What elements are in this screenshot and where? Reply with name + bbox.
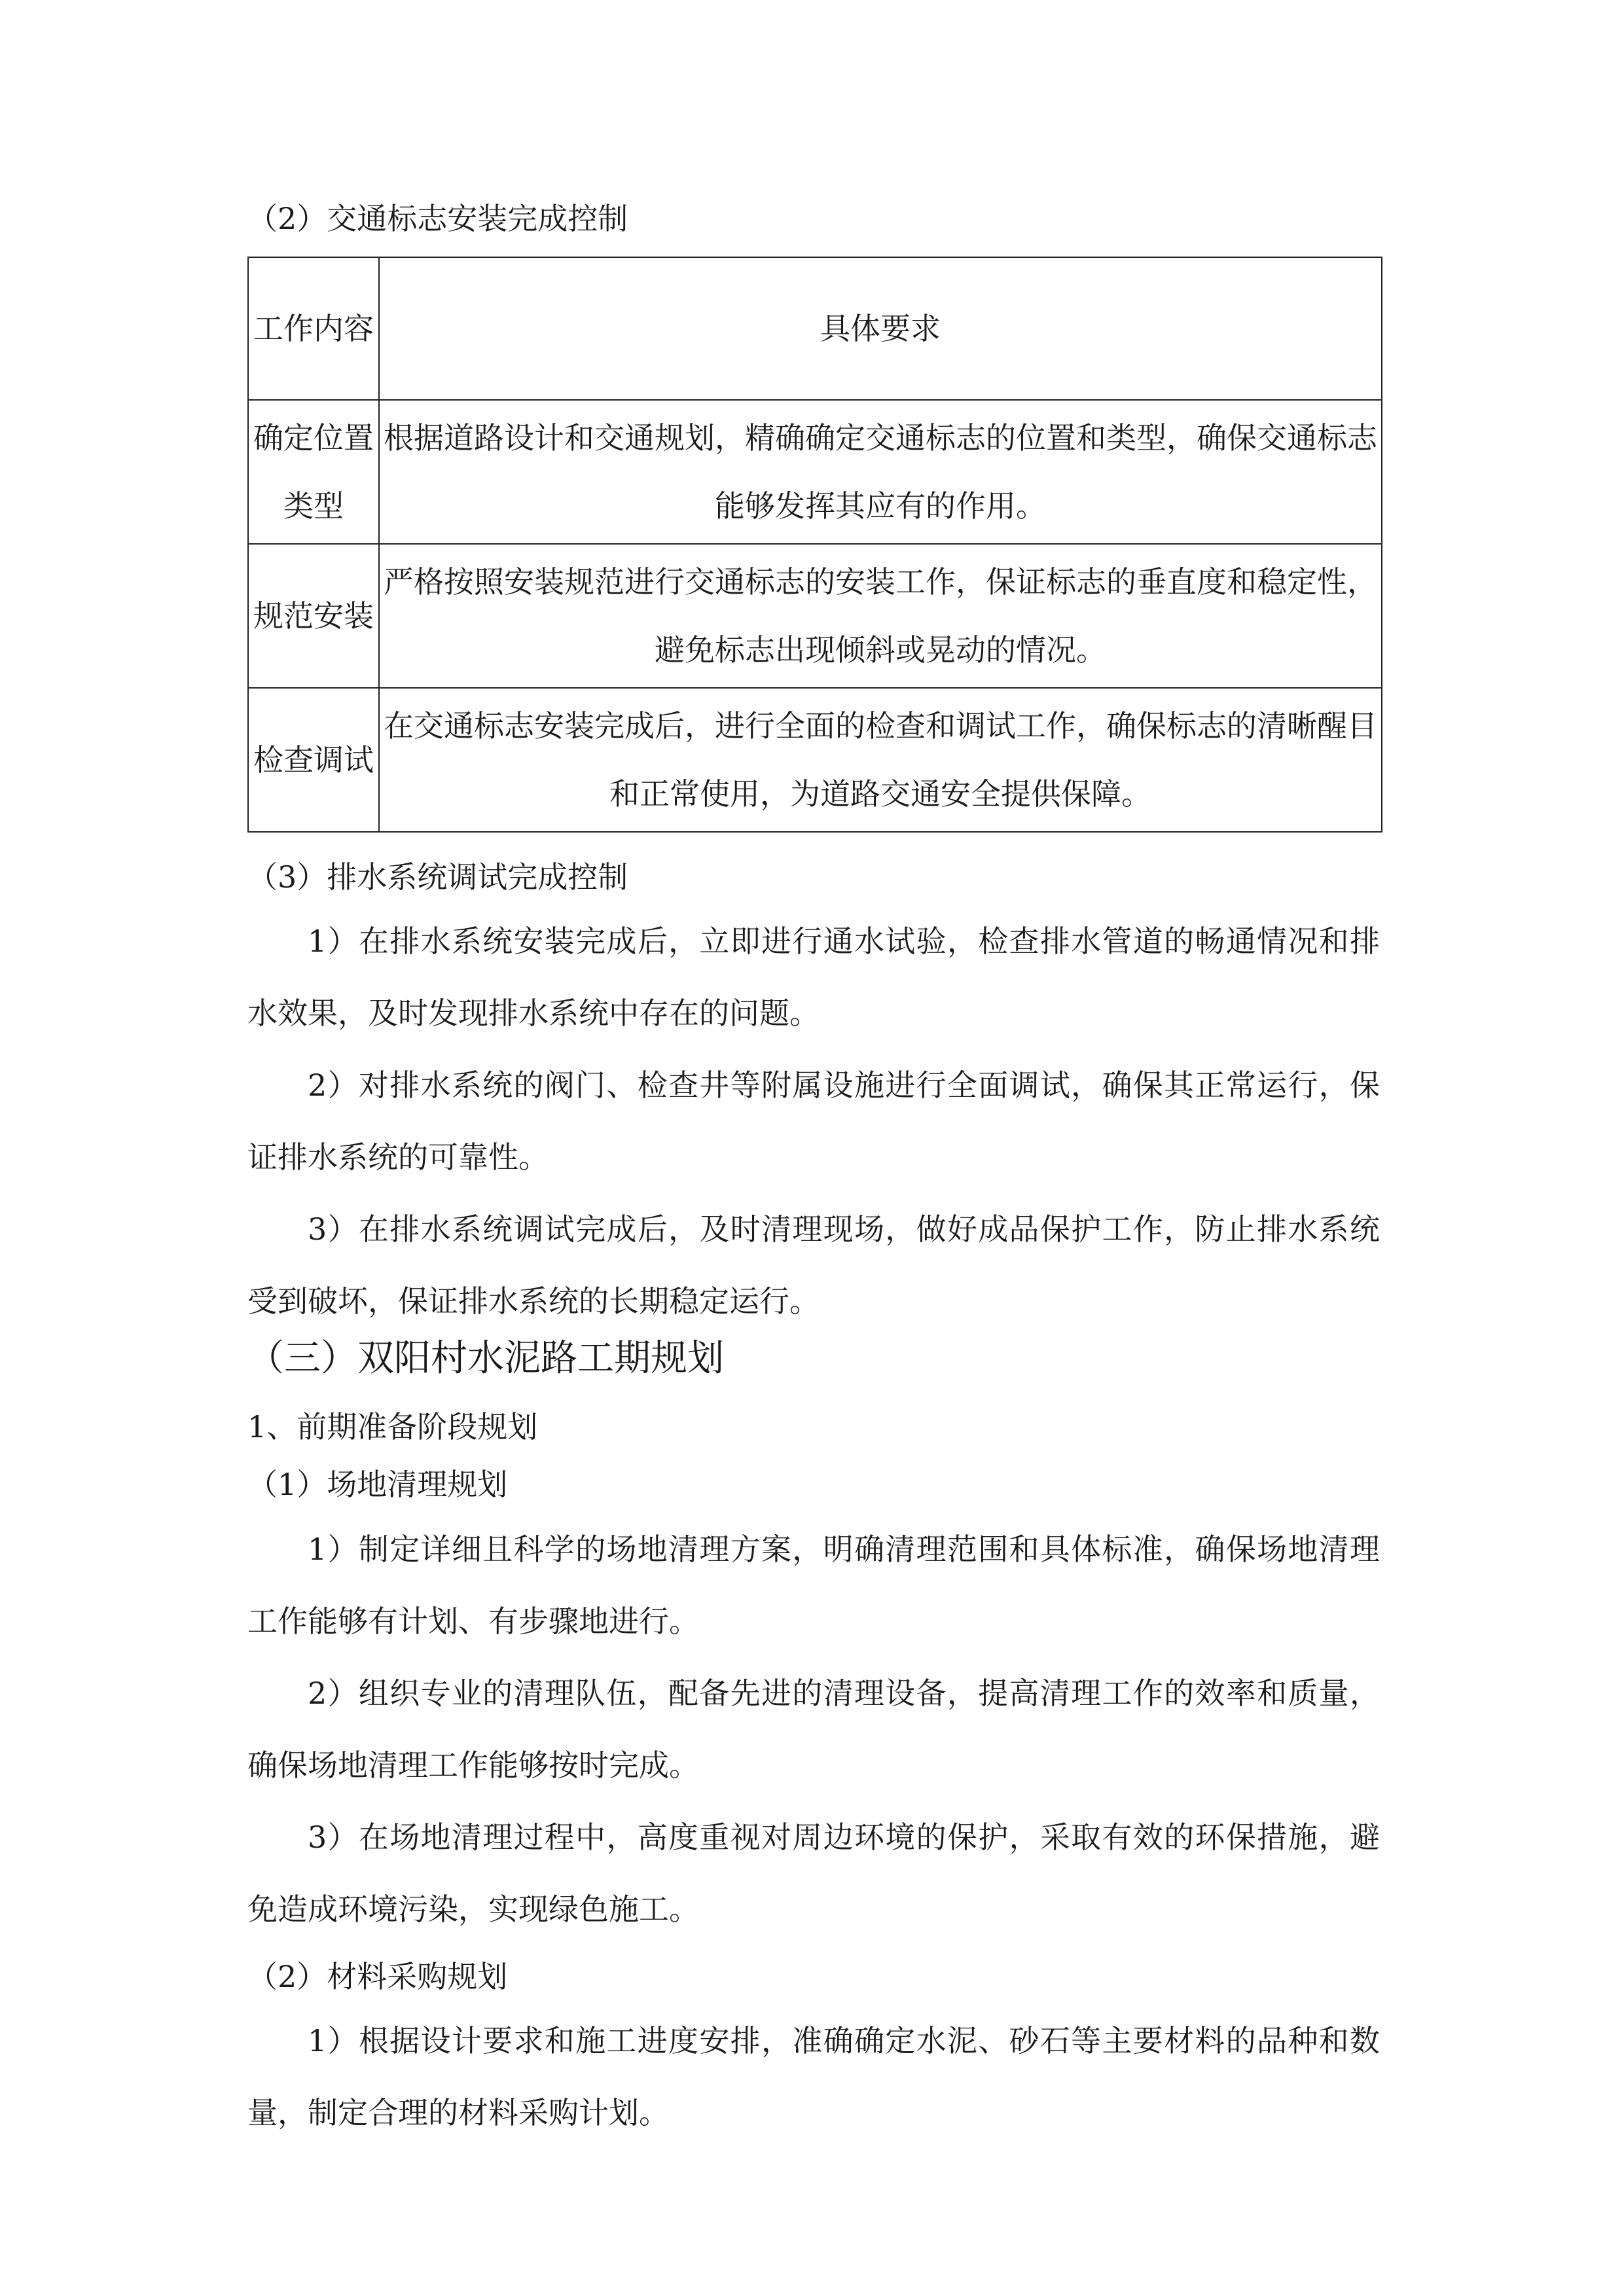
site-clearing-paragraph-2: 2）组织专业的清理队伍，配备先进的清理设备，提高清理工作的效率和质量，确保场地清理工作能够按时完成。 [247,1676,1380,1783]
table-row [248,400,1382,544]
row-item-cell: 规范安装 [248,544,379,688]
row-item-cell: 检查调试 [248,688,379,832]
table-row [248,544,1382,688]
row-item-cell: 确定位置类型 [248,400,379,544]
traffic-sign-heading: （2）交通标志安装完成控制 [247,201,628,236]
drainage-paragraph-1: 1）在排水系统安装完成后，立即进行通水试验，检查排水管道的畅通情况和排水效果，及时发现排水系统中存在的问题。 [247,924,1380,1031]
section-three-subheading: 1、前期准备阶段规划 [247,1409,538,1444]
table-header-row [248,257,1382,400]
row-requirement-cell: 根据道路设计和交通规划，精确确定交通标志的位置和类型，确保交通标志能够发挥其应有的作用。 [379,400,1382,544]
traffic-sign-table [247,257,1382,833]
drainage-heading: （3）排水系统调试完成控制 [247,859,628,895]
drainage-paragraph-3: 3）在排水系统调试完成后，及时清理现场，做好成品保护工作，防止排水系统受到破坏，保证排水系统的长期稳定运行。 [247,1211,1380,1319]
row-requirement-cell: 严格按照安装规范进行交通标志的安装工作，保证标志的垂直度和稳定性，避免标志出现倾斜或晃动的情况。 [379,544,1382,688]
drainage-paragraph-2: 2）对排水系统的阀门、检查井等附属设施进行全面调试，确保其正常运行，保证排水系统的可靠性。 [247,1067,1380,1175]
material-purchase-heading: （2）材料采购规划 [247,1959,508,1994]
site-clearing-paragraph-3: 3）在场地清理过程中，高度重视对周边环境的保护，采取有效的环保措施，避免造成环境污染，实现绿色施工。 [247,1820,1380,1927]
header-item-cell: 工作内容 [248,257,379,400]
site-clearing-paragraph-1: 1）制定详细且科学的场地清理方案，明确清理范围和具体标准，确保场地清理工作能够有计划、有步骤地进行。 [247,1532,1380,1639]
row-requirement-cell: 在交通标志安装完成后，进行全面的检查和调试工作，确保标志的清晰醒目和正常使用，为道路交通安全提供保障。 [379,688,1382,832]
material-purchase-paragraph-1: 1）根据设计要求和施工进度安排，准确确定水泥、砂石等主要材料的品种和数量，制定合理的材料采购计划。 [247,2023,1380,2130]
header-requirement-cell: 具体要求 [379,257,1382,400]
section-three-heading: （三）双阳村水泥路工期规划 [247,1337,724,1380]
site-clearing-heading: （1）场地清理规划 [247,1467,508,1502]
table-row [248,688,1382,832]
